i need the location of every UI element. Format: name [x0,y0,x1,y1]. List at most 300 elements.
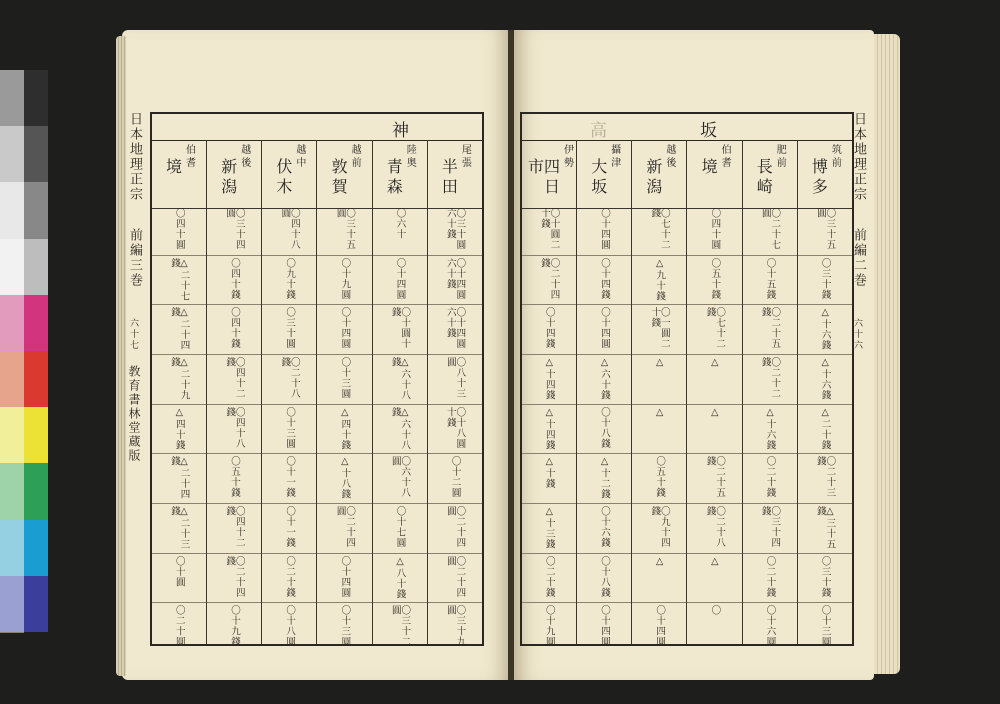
place-label: 青森 [384,158,404,198]
folio-number: 六十六 [852,318,862,351]
left-spine-title [128,112,146,642]
table-cell [373,603,427,652]
cell-value: 〇三十五圓 [334,208,356,250]
province-label: 越中 [293,144,305,170]
table-cell [317,454,371,504]
cell-value: △九十錢 [654,257,666,302]
cell-value: 〇七十二錢 [649,208,670,250]
table-cell [632,305,686,355]
table-cell [522,454,576,504]
column-cells [577,206,631,648]
table-cell [262,305,316,355]
cell-value: 〇十四圓 [654,605,666,648]
color-swatch [24,295,48,352]
table-column [372,140,427,648]
province-label: 肥前 [774,144,786,170]
table-cell [743,355,797,405]
table-cell [687,305,741,355]
table-cell [152,504,206,554]
table-cell [262,405,316,455]
table-cell [577,603,631,652]
table-cell [687,454,741,504]
color-swatch [24,576,48,632]
table-cell [317,554,371,604]
table-cell [522,603,576,652]
table-cell [577,256,631,306]
cell-value: △十三錢 [543,505,555,550]
cell-value: △十六錢 [819,356,831,401]
table-column [631,140,686,648]
cell-value: △二十三錢 [169,505,190,550]
table-cell [577,454,631,504]
cell-value: 〇十八圓十錢 [444,406,466,449]
cell-value: 〇二十四錢 [539,257,560,300]
column-header [577,140,631,209]
column-cells [207,206,261,648]
cell-value: 〇十七圓 [394,505,406,548]
table-cell [798,454,852,504]
cell-value: 〇十九錢 [228,605,240,648]
cell-value: 〇三十五圓 [814,208,836,250]
table-cell [317,256,371,306]
table-column [522,140,576,648]
cell-value: 〇二十錢 [284,555,296,598]
cell-value: 〇三十圓 [284,307,296,350]
table-cell [428,554,482,604]
left-page-edges [116,36,126,676]
cell-value: △十二錢 [598,456,610,500]
color-swatch [0,182,24,239]
column-header [152,140,206,209]
cell-value: 〇二十八錢 [279,356,300,399]
column-header [262,140,316,209]
table-cell [262,504,316,554]
column-cells [522,206,576,648]
cell-value: 〇十四錢 [543,307,555,350]
table-cell [577,554,631,604]
table-cell [632,206,686,256]
cell-value: 〇四十八圓 [279,208,300,250]
table-cell [577,305,631,355]
publisher-mark: 教育書林堂蔵版 [127,365,141,463]
cell-value: 〇十三圓 [284,406,296,449]
column-cells [798,206,852,648]
table-cell [262,206,316,256]
table-cell [373,405,427,455]
table-cell [152,454,206,504]
color-swatch [0,70,24,127]
table-cell [522,405,576,455]
place-label: 敦賀 [329,158,349,198]
province-label: 伯耆 [719,144,731,170]
cell-value: 〇三十圓六十錢 [444,208,466,250]
color-swatch [0,576,24,633]
cell-value: △四十錢 [173,406,185,451]
table-cell [798,256,852,306]
column-cells [317,206,371,648]
cell-value: △六十錢 [598,356,610,401]
table-cell [632,454,686,504]
cell-value: △二十錢 [819,406,831,451]
color-calibration-chart [0,70,48,632]
spine-title-text: 日本地理正宗 [127,112,142,202]
color-swatch [24,70,48,127]
cell-value: 〇二十四圓 [444,505,466,548]
table-cell [317,206,371,256]
cell-value: △ [709,406,721,419]
province-label: 陸奥 [404,144,416,170]
table-column [686,140,741,644]
table-cell [152,305,206,355]
right-spine-title [852,112,870,642]
cell-value: 〇二十錢 [543,555,555,598]
table-cell [687,405,741,455]
table-cell [743,405,797,455]
color-swatch [24,407,48,464]
cell-value: 〇十六圓 [764,605,776,648]
cell-value: 〇四十錢 [228,257,240,300]
cell-value: 〇二十二錢 [759,356,781,399]
table-cell [743,305,797,355]
cell-value: 〇十一錢 [284,505,296,548]
column-cells [687,206,741,644]
cell-value: 〇三十二圓 [389,605,411,648]
cell-value: △六十八錢 [389,406,411,451]
cell-value: △ [709,356,721,369]
column-header [743,140,797,209]
table-column [261,140,316,648]
province-label: 伯耆 [183,144,195,170]
cell-value: 〇三十錢 [819,257,831,300]
cell-value: 〇二十七圓 [759,208,781,250]
cell-value: 〇二十四錢 [224,555,245,598]
cell-value: △十八錢 [339,456,351,500]
table-cell [687,355,741,405]
table-cell [152,206,206,256]
spine-subtitle-text: 前編三巻 [127,228,142,288]
cell-value: 〇四十錢 [228,307,240,350]
left-table-header [152,114,482,141]
left-rate-table [152,140,482,648]
color-swatch [24,126,48,183]
page-block-edges [874,34,900,674]
table-cell [632,504,686,554]
table-cell [207,256,261,306]
header-char-faint: 高 [590,121,607,141]
table-cell [207,454,261,504]
color-swatch [0,126,24,183]
table-cell [152,554,206,604]
cell-value: 〇四十二錢 [224,356,245,399]
table-column [576,140,631,648]
folio-number: 六十七 [128,318,138,351]
cell-value: 〇十八錢 [598,555,610,598]
place-label: 半田 [439,158,459,198]
cell-value: 〇五十錢 [228,456,240,499]
cell-value: 〇四十二錢 [224,505,245,548]
table-cell [317,355,371,405]
cell-value: △ [654,356,666,369]
table-cell [522,256,576,306]
color-swatch [24,463,48,520]
place-label: 博多 [809,158,829,198]
header-char: 坂 [700,121,717,141]
table-cell [522,206,576,256]
cell-value: △四十錢 [339,406,351,451]
table-cell [207,603,261,652]
column-cells [428,206,482,648]
place-label: 長崎 [754,158,774,198]
table-cell [743,256,797,306]
column-cells [152,206,206,648]
table-cell [577,504,631,554]
table-cell [428,454,482,504]
color-swatch [24,351,48,408]
table-cell [577,206,631,256]
color-swatch [24,182,48,239]
cell-value: 〇十四圓 [394,257,406,300]
cell-value: 〇一圓二十錢 [649,307,670,350]
cell-value: △二十四錢 [169,307,190,351]
place-label: 境 [163,158,183,178]
table-cell [522,554,576,604]
cell-value: 〇三十錢 [819,555,831,598]
cell-value: 〇十九圓 [543,605,555,648]
open-book [122,30,900,690]
table-cell [687,504,741,554]
table-cell [798,305,852,355]
table-cell [373,206,427,256]
table-cell [577,405,631,455]
cell-value: 〇六十八圓 [389,456,411,499]
column-cells [632,206,686,648]
table-cell [522,504,576,554]
table-cell [522,305,576,355]
table-cell [428,504,482,554]
column-header [373,140,427,209]
table-cell [207,504,261,554]
cell-value: 〇六十 [394,208,406,240]
table-cell [207,305,261,355]
color-swatch [24,520,48,577]
column-header [317,140,371,209]
cell-value: 〇十二圓 [449,456,461,499]
cell-value: 〇二十三錢 [814,456,836,499]
cell-value: △ [654,406,666,419]
place-label: 伏木 [273,158,293,198]
place-label: 新潟 [218,158,238,198]
column-header [522,140,576,209]
cell-value: 〇二十錢 [764,456,776,499]
table-cell [632,603,686,652]
cell-value: 〇四十八錢 [224,406,245,449]
cell-value: 〇十圓十錢 [389,307,411,350]
table-cell [798,504,852,554]
cell-value: △二十四錢 [169,456,190,500]
table-cell [207,355,261,405]
color-swatch [24,239,48,296]
cell-value: 〇十一錢 [284,456,296,499]
table-cell [373,554,427,604]
color-swatch [0,351,24,408]
table-column [797,140,852,648]
table-cell [743,454,797,504]
table-cell [798,355,852,405]
cell-value: 〇三十四錢 [759,505,781,548]
cell-value: 〇十四錢 [598,257,610,300]
cell-value: △十四錢 [543,356,555,401]
cell-value: 〇十五錢 [764,257,776,300]
table-cell [743,504,797,554]
table-cell [373,256,427,306]
table-cell [152,603,206,652]
left-table-frame [150,112,484,646]
table-cell [373,504,427,554]
column-cells [743,206,797,648]
province-label: 越後 [238,144,250,170]
table-cell [373,305,427,355]
table-cell [687,206,741,256]
column-header [798,140,852,209]
table-cell [373,355,427,405]
table-cell [428,355,482,405]
cell-value: 〇十四圓 [598,208,610,250]
cell-value: 〇十圓二十錢 [539,208,560,250]
province-label: 攝津 [608,144,620,170]
table-cell [317,305,371,355]
table-cell [743,206,797,256]
table-cell [687,603,741,652]
cell-value: △八十錢 [394,555,406,600]
cell-value: 〇二十八錢 [704,505,726,548]
cell-value: △三十五錢 [814,505,836,550]
table-column [152,140,206,648]
cell-value: 〇十四圓 [598,605,610,648]
table-cell [207,405,261,455]
column-cells [262,206,316,648]
right-rate-table [522,140,852,648]
table-cell [152,256,206,306]
cell-value: △ [709,555,721,568]
cell-value: 〇十四圓六十錢 [444,307,466,350]
color-swatch [0,407,24,464]
table-column [742,140,797,648]
table-cell [262,603,316,652]
table-cell [207,554,261,604]
color-swatch [0,239,24,296]
right-page [514,30,874,680]
table-cell [428,405,482,455]
province-label: 越前 [349,144,361,170]
province-label: 筑前 [829,144,841,170]
right-table-header [522,114,852,141]
table-cell [262,454,316,504]
province-label: 伊勢 [561,144,573,170]
cell-value: 〇二十四圓 [444,555,466,598]
column-cells [373,206,427,648]
table-cell [373,454,427,504]
table-cell [798,554,852,604]
cell-value: 〇十八錢 [598,406,610,449]
table-cell [317,405,371,455]
table-cell [743,603,797,652]
table-cell [152,405,206,455]
table-cell [152,355,206,405]
cell-value: 〇十圓 [173,555,185,588]
column-header [428,140,482,209]
cell-value: 〇十六錢 [598,505,610,548]
cell-value: △六十八錢 [389,356,411,401]
cell-value: 〇二十錢 [764,555,776,598]
table-cell [262,554,316,604]
cell-value: 〇二十四圓 [334,505,356,548]
right-table-frame [520,112,854,646]
cell-value: △十六錢 [819,307,831,351]
cell-value: 〇四十圓 [709,208,721,250]
place-label: 大坂 [588,158,608,198]
table-column [316,140,371,648]
table-cell [798,603,852,652]
table-cell [207,206,261,256]
cell-value: 〇十八圓 [284,605,296,648]
cell-value: △十錢 [543,456,555,490]
table-cell [522,355,576,405]
table-cell [262,355,316,405]
table-cell [798,405,852,455]
cell-value: 〇十三圓 [819,605,831,648]
cell-value: 〇五十錢 [654,456,666,499]
table-cell [798,206,852,256]
cell-value: 〇五十錢 [709,257,721,300]
cell-value: 〇八十三圓 [444,356,466,399]
cell-value: 〇 [709,605,721,616]
table-cell [687,554,741,604]
cell-value: 〇二十五錢 [704,456,726,499]
color-swatch [0,295,24,352]
color-swatch [0,463,24,520]
spine-title-text: 日本地理正宗 [851,112,866,202]
cell-value: 〇二十圓 [173,605,185,648]
color-swatch [0,520,24,577]
cell-value: 〇十三圓 [339,356,351,399]
table-cell [428,256,482,306]
cell-value: 〇三十四圓 [224,208,245,250]
table-cell [632,405,686,455]
cell-value: 〇九十四錢 [649,505,670,548]
cell-value: 〇十四圓 [598,307,610,350]
table-cell [687,256,741,306]
place-label: 新潟 [643,158,663,198]
column-header [207,140,261,209]
table-cell [317,504,371,554]
cell-value: △二十七錢 [169,257,190,302]
cell-value: △ [654,555,666,568]
table-cell [428,206,482,256]
cell-value: △十四錢 [543,406,555,451]
place-label: 四日市 [525,158,561,198]
cell-value: 〇九十錢 [284,257,296,300]
table-column [206,140,261,648]
table-cell [577,355,631,405]
column-header [632,140,686,209]
table-cell [428,305,482,355]
cell-value: 〇十三圓 [339,605,351,648]
cell-value: △十六錢 [764,406,776,451]
left-page [122,30,510,680]
table-cell [262,256,316,306]
cell-value: 〇三十九圓 [444,605,466,648]
header-char: 神 [392,121,409,141]
